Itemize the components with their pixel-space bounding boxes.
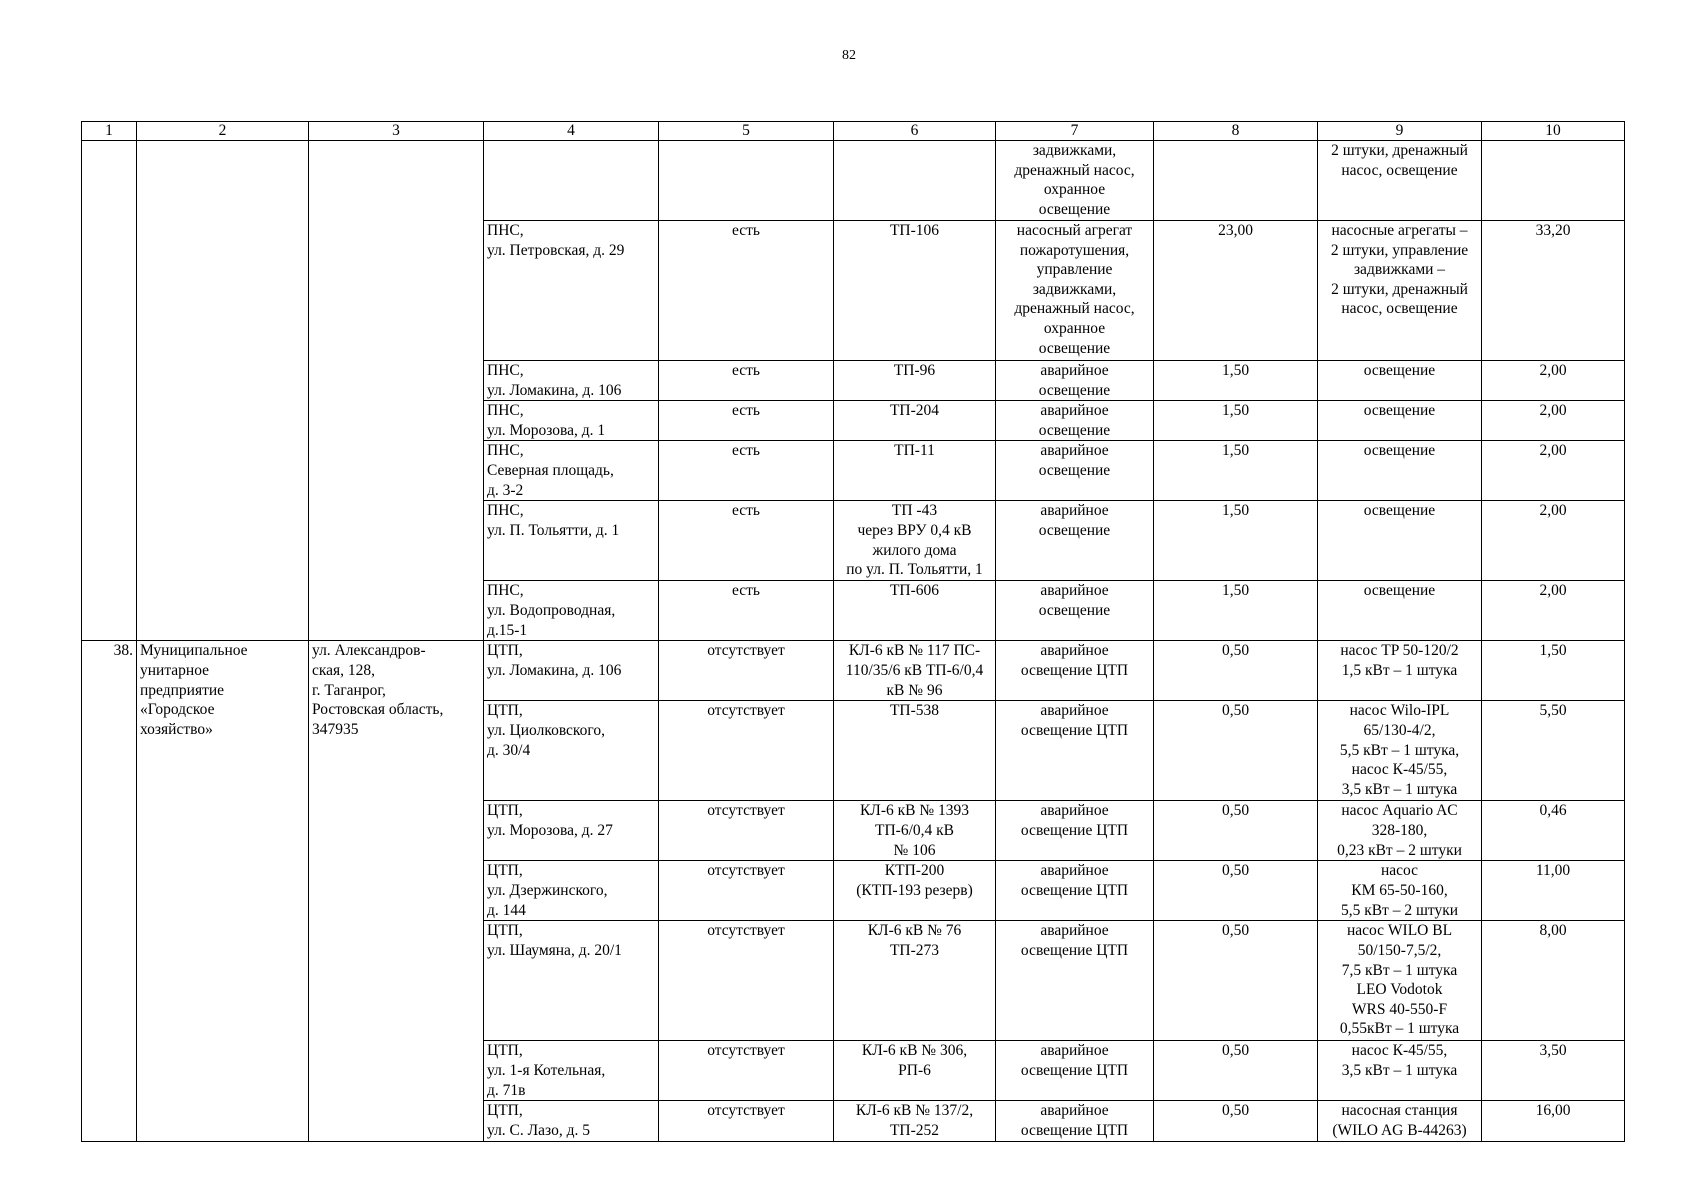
total-power-cell: 0,46 <box>1482 801 1625 861</box>
header-cell: 9 <box>1318 122 1482 141</box>
reserve-cell: есть <box>659 581 834 641</box>
source-cell: КЛ-6 кВ № 117 ПС- 110/35/6 кВ ТП-6/0,4 кВ № 96 <box>834 641 996 701</box>
power-cell: 23,00 <box>1154 221 1318 361</box>
address-cell: ул. Александров- ская, 128, г. Таганрог, Ростовская область, 347935 <box>309 641 484 1141</box>
equipment-cell: насосная станция (WILO AG B-44263) <box>1318 1101 1482 1141</box>
consumers-cell: аварийное освещение ЦТП <box>996 861 1154 921</box>
power-cell: 1,50 <box>1154 401 1318 441</box>
object-cell: ЦТП, ул. Морозова, д. 27 <box>484 801 659 861</box>
consumers-cell: аварийное освещение ЦТП <box>996 801 1154 861</box>
object-cell: ПНС, ул. Ломакина, д. 106 <box>484 361 659 401</box>
object-cell: ЦТП, ул. Циолковского, д. 30/4 <box>484 701 659 801</box>
equipment-cell: освещение <box>1318 441 1482 501</box>
object-cell: ПНС, Северная площадь, д. 3-2 <box>484 441 659 501</box>
total-power-cell: 11,00 <box>1482 861 1625 921</box>
reserve-cell: отсутствует <box>659 861 834 921</box>
reserve-cell: есть <box>659 501 834 581</box>
power-cell: 0,50 <box>1154 1101 1318 1141</box>
equipment-cell: освещение <box>1318 401 1482 441</box>
equipment-cell: насос КМ 65-50-160, 5,5 кВт – 2 штуки <box>1318 861 1482 921</box>
power-cell: 0,50 <box>1154 921 1318 1041</box>
reserve-cell: есть <box>659 221 834 361</box>
source-cell: КТП-200 (КТП-193 резерв) <box>834 861 996 921</box>
total-power-cell: 3,50 <box>1482 1041 1625 1101</box>
header-cell: 3 <box>309 122 484 141</box>
total-power-cell: 2,00 <box>1482 401 1625 441</box>
object-cell: ПНС, ул. Водопроводная, д.15-1 <box>484 581 659 641</box>
row-number-cell <box>82 141 137 641</box>
consumers-cell: насосный агрегат пожаротушения, управление задвижками, дренажный насос, охранное освещение <box>996 221 1154 361</box>
reserve-cell <box>659 141 834 221</box>
equipment-cell: освещение <box>1318 501 1482 581</box>
consumers-cell: аварийное освещение <box>996 361 1154 401</box>
consumers-cell: аварийное освещение ЦТП <box>996 1101 1154 1141</box>
reserve-cell: отсутствует <box>659 1041 834 1101</box>
equipment-cell: освещение <box>1318 581 1482 641</box>
object-cell: ПНС, ул. Петровская, д. 29 <box>484 221 659 361</box>
organization-cell: Муниципальное унитарное предприятие «Городское хозяйство» <box>137 641 309 1141</box>
power-cell: 0,50 <box>1154 1041 1318 1101</box>
equipment-cell: насос Wilo-IPL 65/130-4/2, 5,5 кВт – 1 штука, насос К-45/55, 3,5 кВт – 1 штука <box>1318 701 1482 801</box>
power-cell: 1,50 <box>1154 361 1318 401</box>
equipment-cell: 2 штуки, дренажный насос, освещение <box>1318 141 1482 221</box>
consumers-cell: аварийное освещение <box>996 501 1154 581</box>
source-cell: КЛ-6 кВ № 137/2, ТП-252 <box>834 1101 996 1141</box>
reserve-cell: есть <box>659 401 834 441</box>
equipment-cell: насос TP 50-120/2 1,5 кВт – 1 штука <box>1318 641 1482 701</box>
header-cell: 10 <box>1482 122 1625 141</box>
header-cell: 4 <box>484 122 659 141</box>
power-supply-table <box>81 121 1625 1142</box>
consumers-cell: аварийное освещение <box>996 441 1154 501</box>
source-cell: КЛ-6 кВ № 76 ТП-273 <box>834 921 996 1041</box>
total-power-cell: 2,00 <box>1482 581 1625 641</box>
row-number-cell: 38. <box>82 641 137 1141</box>
source-cell: ТП-606 <box>834 581 996 641</box>
reserve-cell: отсутствует <box>659 1101 834 1141</box>
power-cell: 0,50 <box>1154 801 1318 861</box>
header-cell: 2 <box>137 122 309 141</box>
power-cell: 0,50 <box>1154 861 1318 921</box>
object-cell <box>484 141 659 221</box>
reserve-cell: отсутствует <box>659 701 834 801</box>
header-row <box>82 122 1625 141</box>
source-cell: ТП-96 <box>834 361 996 401</box>
total-power-cell: 2,00 <box>1482 441 1625 501</box>
total-power-cell: 2,00 <box>1482 361 1625 401</box>
total-power-cell: 16,00 <box>1482 1101 1625 1141</box>
header-cell: 7 <box>996 122 1154 141</box>
reserve-cell: отсутствует <box>659 641 834 701</box>
equipment-cell: насос Aquario AC 328-180, 0,23 кВт – 2 штуки <box>1318 801 1482 861</box>
reserve-cell: есть <box>659 441 834 501</box>
object-cell: ПНС, ул. Морозова, д. 1 <box>484 401 659 441</box>
consumers-cell: аварийное освещение ЦТП <box>996 641 1154 701</box>
object-cell: ЦТП, ул. Ломакина, д. 106 <box>484 641 659 701</box>
total-power-cell: 33,20 <box>1482 221 1625 361</box>
equipment-cell: насос WILO BL 50/150-7,5/2, 7,5 кВт – 1 штука LEO Vodotok WRS 40-550-F 0,55кВт – 1 штука <box>1318 921 1482 1041</box>
object-cell: ПНС, ул. П. Тольятти, д. 1 <box>484 501 659 581</box>
power-cell <box>1154 141 1318 221</box>
header-cell: 1 <box>82 122 137 141</box>
total-power-cell: 8,00 <box>1482 921 1625 1041</box>
power-cell: 1,50 <box>1154 441 1318 501</box>
table-row <box>82 641 1625 701</box>
consumers-cell: аварийное освещение <box>996 581 1154 641</box>
source-cell <box>834 141 996 221</box>
source-cell: ТП-106 <box>834 221 996 361</box>
organization-cell <box>137 141 309 641</box>
source-cell: ТП-538 <box>834 701 996 801</box>
reserve-cell: отсутствует <box>659 801 834 861</box>
consumers-cell: аварийное освещение <box>996 401 1154 441</box>
object-cell: ЦТП, ул. 1-я Котельная, д. 71в <box>484 1041 659 1101</box>
header-cell: 6 <box>834 122 996 141</box>
source-cell: КЛ-6 кВ № 1393 ТП-6/0,4 кВ № 106 <box>834 801 996 861</box>
total-power-cell: 2,00 <box>1482 501 1625 581</box>
source-cell: ТП-204 <box>834 401 996 441</box>
total-power-cell: 1,50 <box>1482 641 1625 701</box>
address-cell <box>309 141 484 641</box>
power-cell: 1,50 <box>1154 501 1318 581</box>
header-cell: 5 <box>659 122 834 141</box>
power-cell: 0,50 <box>1154 701 1318 801</box>
page-number: 82 <box>842 48 856 63</box>
equipment-cell: освещение <box>1318 361 1482 401</box>
source-cell: ТП-11 <box>834 441 996 501</box>
power-cell: 0,50 <box>1154 641 1318 701</box>
total-power-cell <box>1482 141 1625 221</box>
power-cell: 1,50 <box>1154 581 1318 641</box>
reserve-cell: есть <box>659 361 834 401</box>
consumers-cell: аварийное освещение ЦТП <box>996 921 1154 1041</box>
object-cell: ЦТП, ул. Шаумяна, д. 20/1 <box>484 921 659 1041</box>
object-cell: ЦТП, ул. С. Лазо, д. 5 <box>484 1101 659 1141</box>
source-cell: КЛ-6 кВ № 306, РП-6 <box>834 1041 996 1101</box>
consumers-cell: задвижками, дренажный насос, охранное освещение <box>996 141 1154 221</box>
consumers-cell: аварийное освещение ЦТП <box>996 1041 1154 1101</box>
equipment-cell: насосные агрегаты – 2 штуки, управление задвижками – 2 штуки, дренажный насос, освещение <box>1318 221 1482 361</box>
table-row <box>82 141 1625 221</box>
total-power-cell: 5,50 <box>1482 701 1625 801</box>
consumers-cell: аварийное освещение ЦТП <box>996 701 1154 801</box>
object-cell: ЦТП, ул. Дзержинского, д. 144 <box>484 861 659 921</box>
source-cell: ТП -43 через ВРУ 0,4 кВ жилого дома по ул. П. Тольятти, 1 <box>834 501 996 581</box>
equipment-cell: насос К-45/55, 3,5 кВт – 1 штука <box>1318 1041 1482 1101</box>
header-cell: 8 <box>1154 122 1318 141</box>
reserve-cell: отсутствует <box>659 921 834 1041</box>
